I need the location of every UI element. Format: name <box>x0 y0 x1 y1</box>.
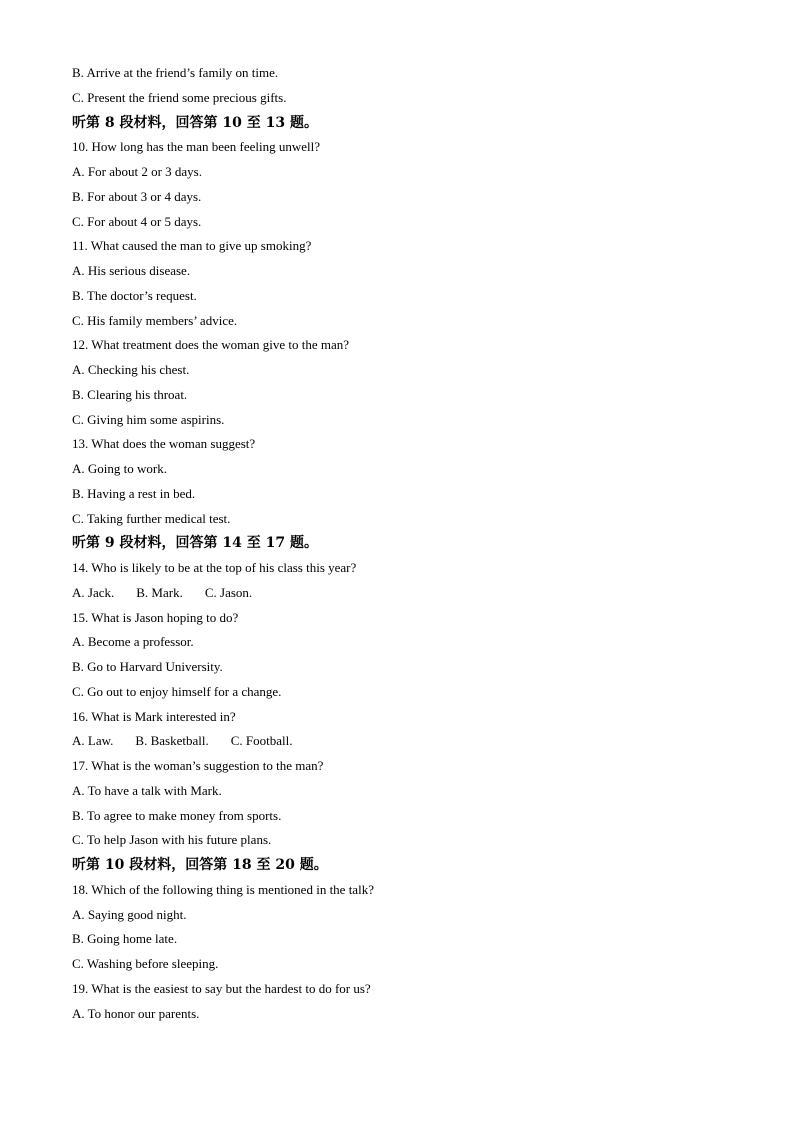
question-text: 18. Which of the following thing is mentioned in the talk? <box>72 881 374 897</box>
question-text: 17. What is the woman’s suggestion to the man? <box>72 758 324 773</box>
question-text: 12. What treatment does the woman give to the man? <box>72 337 350 353</box>
document-page <box>72 61 732 1026</box>
answer-option: B. Clearing his throat. <box>72 386 188 402</box>
answer-option: C. Giving him some aspirins. <box>72 411 225 427</box>
answer-option: A. Law. <box>72 733 114 749</box>
answer-option: B. To agree to make money from sports. <box>72 807 282 823</box>
question-text: 15. What is Jason hoping to do? <box>72 609 239 625</box>
answer-option: A. To have a talk with Mark. <box>72 782 222 798</box>
answer-option: A. To honor our parents. <box>72 1005 200 1021</box>
answer-option: B. Go to Harvard University. <box>72 659 223 674</box>
answer-option: C. For about 4 or 5 days. <box>72 213 202 229</box>
question-text: 16. What is Mark interested in? <box>72 708 236 724</box>
answer-option: A. For about 2 or 3 days. <box>72 164 202 179</box>
answer-option: B. Going home late. <box>72 931 178 947</box>
answer-option: B. Mark. <box>136 584 183 600</box>
question-text: 14. Who is likely to be at the top of his class this year? <box>72 560 357 575</box>
answer-option: C. Taking further medical test. <box>72 510 231 526</box>
question-text: 13. What does the woman suggest? <box>72 436 256 452</box>
answer-option: A. Become a professor. <box>72 634 194 650</box>
answer-option: C. His family members’ advice. <box>72 312 238 328</box>
question-text: 11. What caused the man to give up smoking? <box>72 238 312 254</box>
inline-options-row <box>72 729 732 754</box>
answer-option: C. Washing before sleeping. <box>72 956 219 971</box>
answer-option: C. Go out to enjoy himself for a change. <box>72 683 282 699</box>
answer-option: C. Present the friend some precious gifts. <box>72 89 287 105</box>
answer-option: A. His serious disease. <box>72 263 191 278</box>
answer-option: C. Jason. <box>204 584 253 600</box>
section-heading: 听第 10 段材料，回答第 18 至 20 题。 <box>72 857 328 873</box>
answer-option: B. For about 3 or 4 days. <box>72 188 202 204</box>
question-text: 19. What is the easiest to say but the hardest to do for us? <box>72 980 371 996</box>
answer-option: B. Having a rest in bed. <box>72 485 196 501</box>
answer-option: B. The doctor’s request. <box>72 287 197 303</box>
answer-option: C. Football. <box>230 733 293 749</box>
answer-option: B. Arrive at the friend’s family on time. <box>72 65 279 80</box>
question-text: 10. How long has the man been feeling unwell? <box>72 139 321 155</box>
section-heading: 听第 9 段材料，回答第 14 至 17 题。 <box>72 535 318 552</box>
answer-option: A. Going to work. <box>72 461 167 476</box>
answer-option: A. Checking his chest. <box>72 362 190 377</box>
answer-option: A. Jack. <box>72 584 115 600</box>
section-heading: 听第 8 段材料，回答第 10 至 13 题。 <box>72 114 318 131</box>
answer-option: A. Saying good night. <box>72 906 187 922</box>
answer-option: B. Basketball. <box>135 733 209 749</box>
answer-option: C. To help Jason with his future plans. <box>72 832 272 848</box>
inline-options-row <box>72 581 732 606</box>
